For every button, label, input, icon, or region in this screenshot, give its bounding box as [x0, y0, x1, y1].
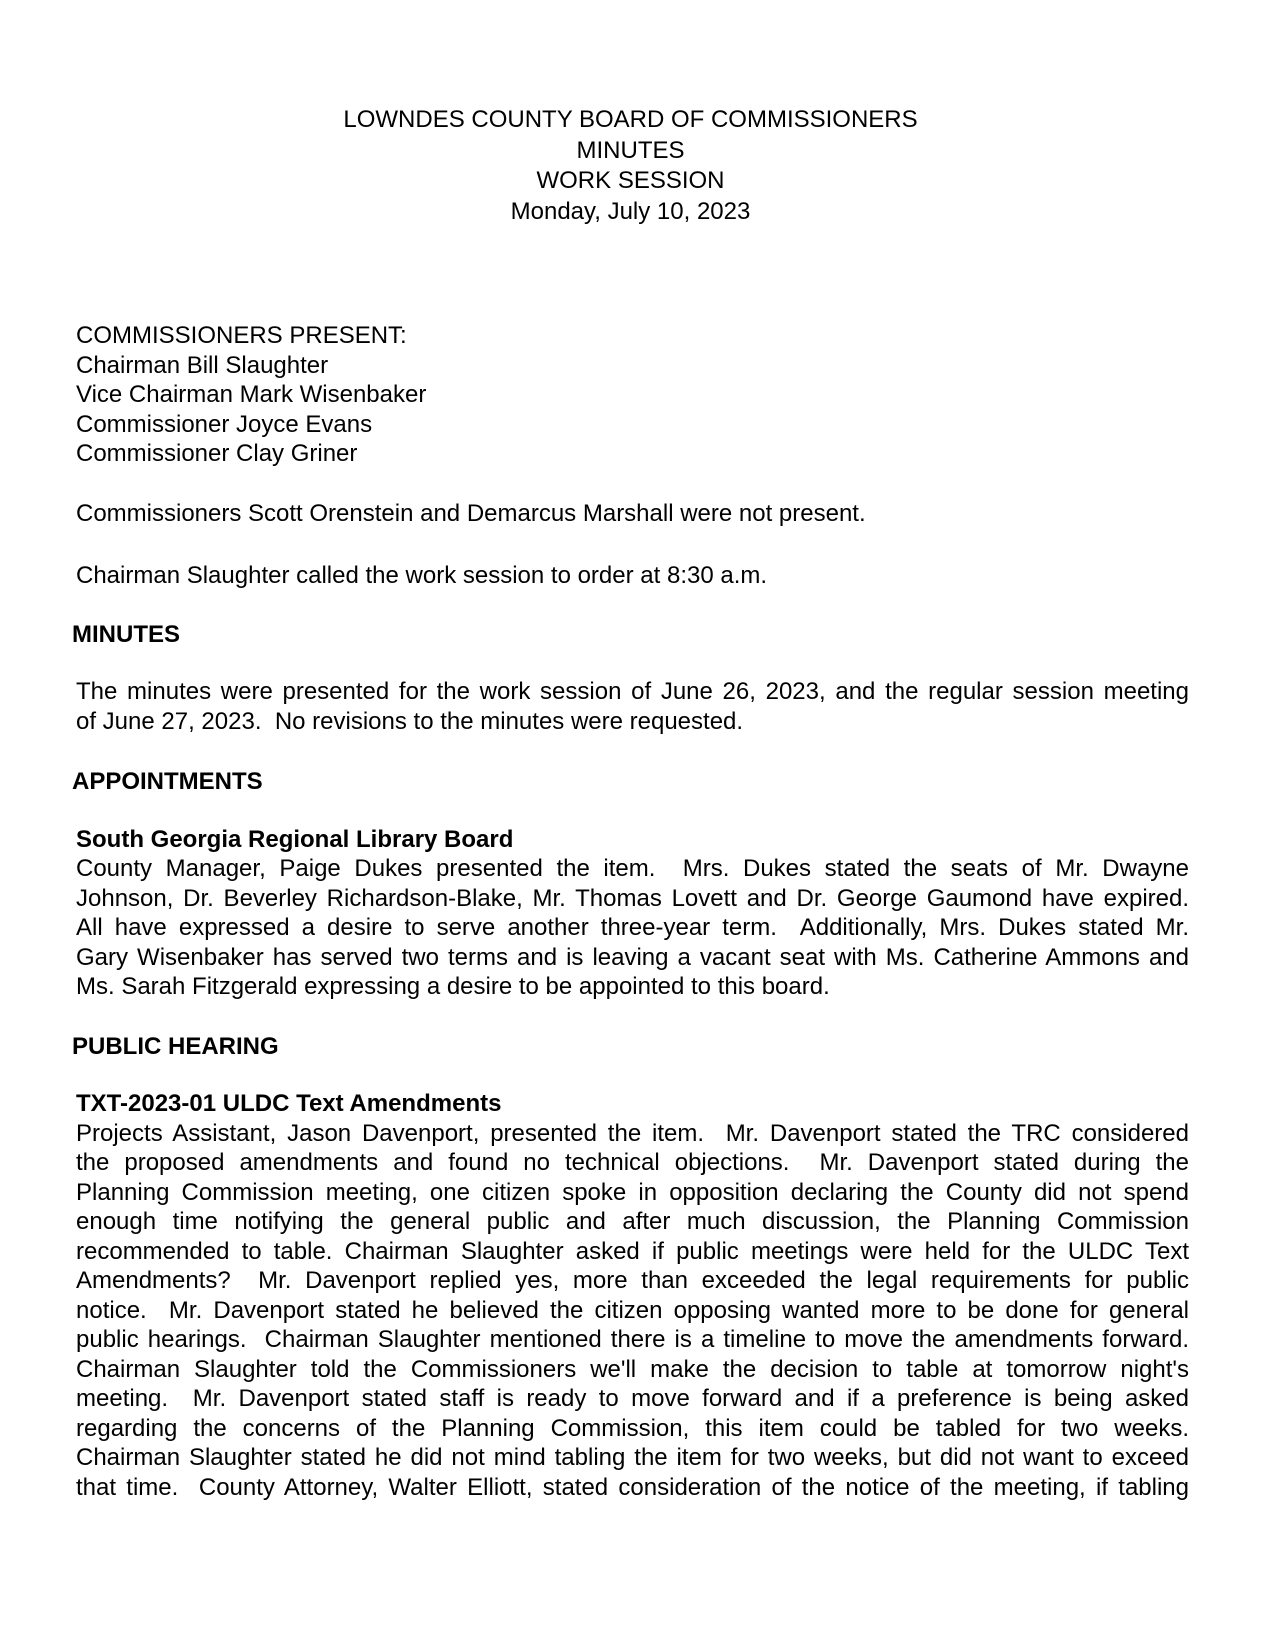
paragraph-line: Projects Assistant, Jason Davenport, presented the item. Mr. Davenport stated the TRC considered	[76, 1119, 1189, 1147]
document-title-line: MINUTES	[576, 136, 685, 164]
paragraph-line: public hearings. Chairman Slaughter mentioned there is a timeline to move the amendments forward.	[76, 1326, 1189, 1353]
paragraph-line: that time. County Attorney, Walter Elliott, stated consideration of the notice of the meeting, if tabling	[76, 1473, 1189, 1501]
paragraph-line: Planning Commission meeting, one citizen spoke in opposition declaring the County did not spend	[76, 1178, 1189, 1206]
paragraph-line: All have expressed a desire to serve another three-year term. Additionally, Mrs. Dukes stated Mr.	[76, 914, 1189, 941]
public-hearing-section-heading: PUBLIC HEARING	[72, 1032, 279, 1060]
paragraph-line: Chairman Slaughter stated he did not mind tabling the item for two weeks, but did not want to exceed	[76, 1444, 1189, 1471]
paragraph-line: regarding the concerns of the Planning Commission, this item could be tabled for two weeks.	[76, 1414, 1189, 1442]
document-title-line: WORK SESSION	[536, 167, 725, 194]
paragraph-line: Gary Wisenbaker has served two terms and is leaving a vacant seat with Ms. Catherine Ammons and	[76, 943, 1189, 971]
attendee-line: Vice Chairman Mark Wisenbaker	[76, 381, 427, 408]
appointments-section-heading: APPOINTMENTS	[72, 768, 263, 795]
paragraph-line: The minutes were presented for the work session of June 26, 2023, and the regular session meeting	[76, 678, 1189, 705]
minutes-section-heading: MINUTES	[72, 620, 180, 648]
public-hearing-paragraph	[76, 1119, 1189, 1503]
document-title	[72, 105, 1189, 227]
paragraph-line: of June 27, 2023. No revisions to the minutes were requested.	[76, 707, 744, 735]
paragraph-line: the proposed amendments and found no technical objections. Mr. Davenport stated during the	[76, 1149, 1189, 1176]
attendee-line: COMMISSIONERS PRESENT:	[76, 322, 407, 349]
document-title-line: LOWNDES COUNTY BOARD OF COMMISSIONERS	[343, 106, 918, 133]
paragraph-line: Johnson, Dr. Beverley Richardson-Blake, Mr. Thomas Lovett and Dr. George Gaumond have expired.	[76, 884, 1189, 912]
paragraph-line: notice. Mr. Davenport stated he believed the citizen opposing wanted more to be done for general	[76, 1296, 1189, 1324]
paragraph-line: County Manager, Paige Dukes presented the item. Mrs. Dukes stated the seats of Mr. Dwayne	[76, 855, 1189, 882]
commissioners-absent-note: Commissioners Scott Orenstein and Demarcus Marshall were not present.	[76, 499, 866, 527]
paragraph-line: Chairman Slaughter told the Commissioners we'll make the decision to table at tomorrow night's	[76, 1355, 1189, 1383]
attendee-line: Chairman Bill Slaughter	[76, 351, 329, 379]
paragraph-line: meeting. Mr. Davenport stated staff is ready to move forward and if a preference is being asked	[76, 1385, 1189, 1412]
public-hearing-item-title: TXT-2023-01 ULDC Text Amendments	[76, 1090, 502, 1117]
appointments-item-title: South Georgia Regional Library Board	[76, 825, 514, 853]
appointments-paragraph	[76, 854, 1189, 1002]
paragraph-line: enough time notifying the general public and after much discussion, the Planning Commission	[76, 1208, 1189, 1235]
paragraph-line: recommended to table. Chairman Slaughter asked if public meetings were held for the ULDC Text	[76, 1237, 1189, 1265]
attendee-line: Commissioner Clay Griner	[76, 440, 358, 467]
paragraph-line: Amendments? Mr. Davenport replied yes, more than exceeded the legal requirements for public	[76, 1267, 1189, 1294]
call-to-order-note: Chairman Slaughter called the work session to order at 8:30 a.m.	[76, 562, 768, 589]
document-title-line: Monday, July 10, 2023	[510, 197, 751, 225]
attendee-line: Commissioner Joyce Evans	[76, 410, 373, 438]
minutes-paragraph	[76, 677, 1189, 736]
commissioners-present-list	[76, 321, 1189, 469]
paragraph-line: Ms. Sarah Fitzgerald expressing a desire to be appointed to this board.	[76, 973, 830, 1000]
